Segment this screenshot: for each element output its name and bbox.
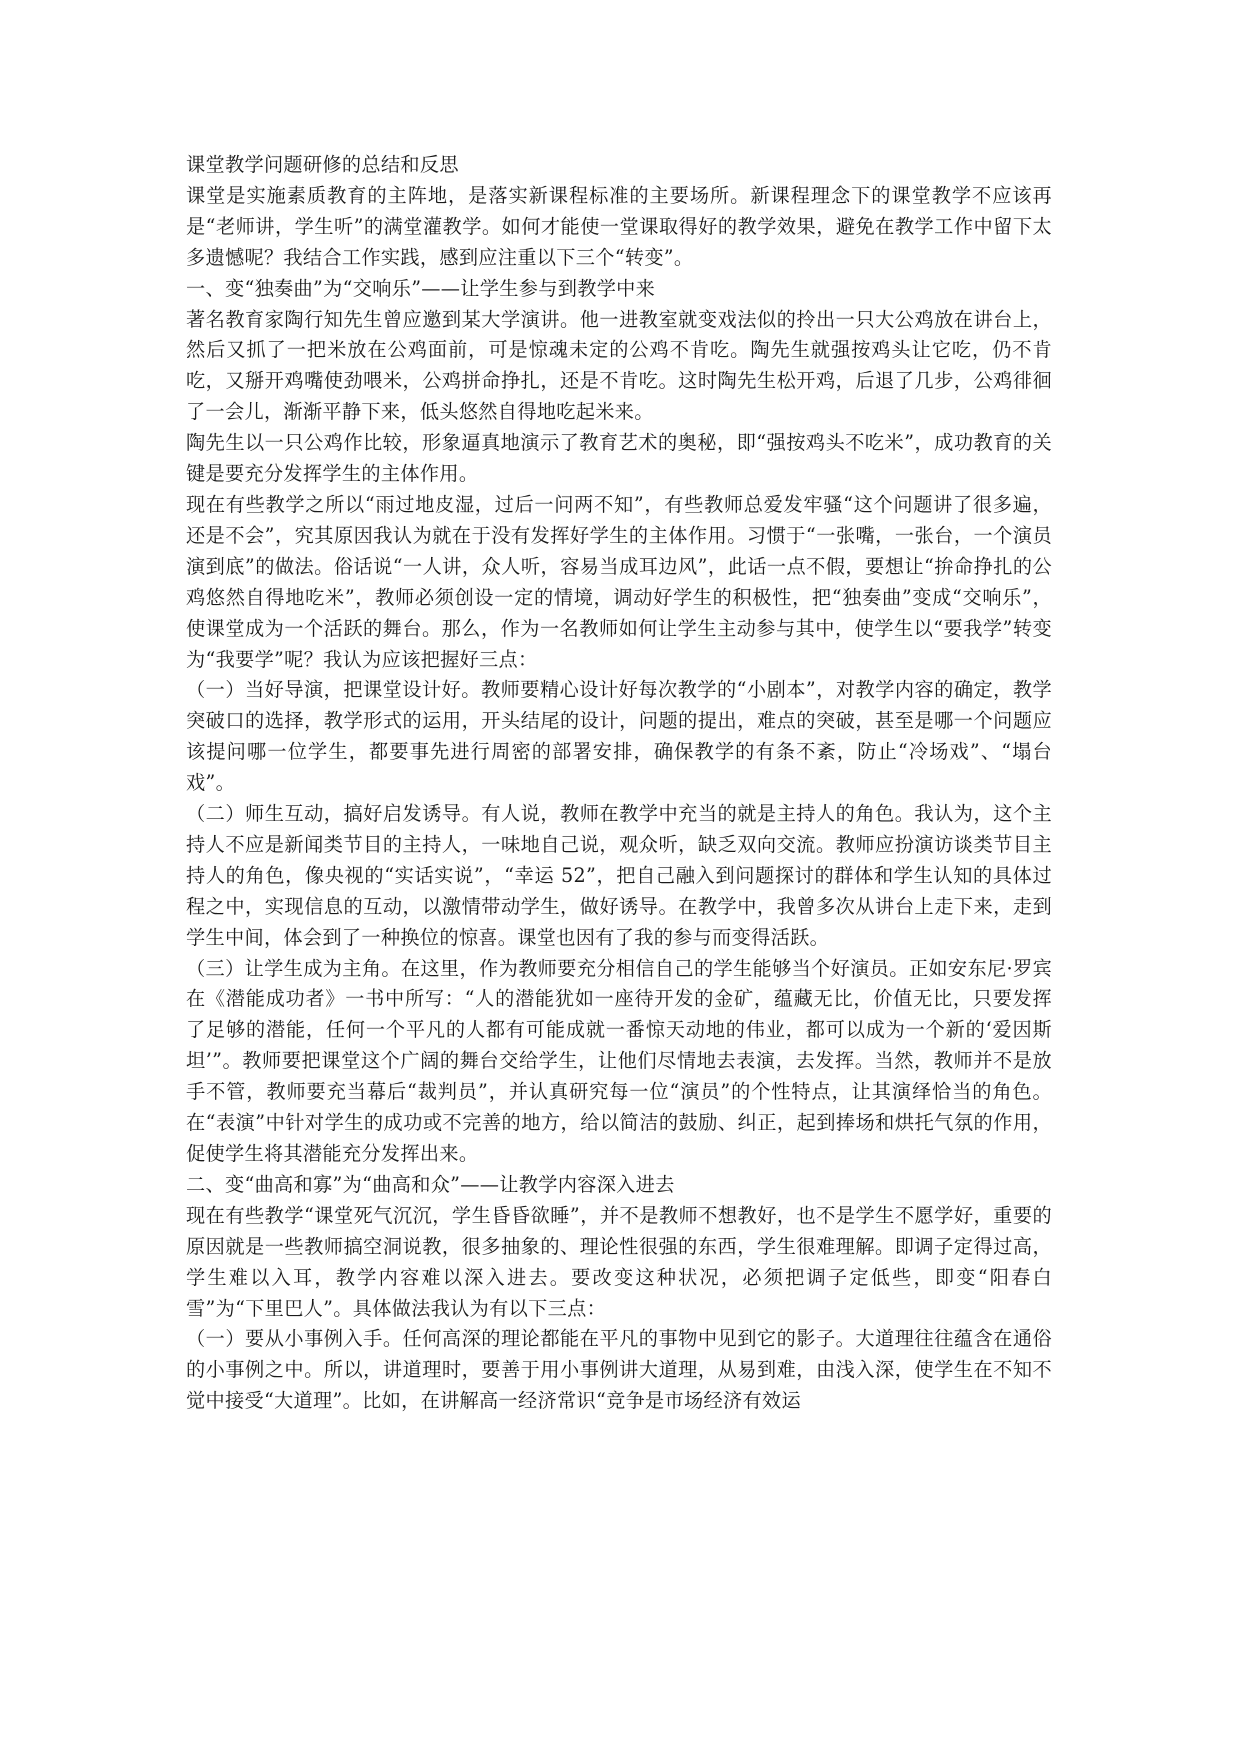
- section-2-paragraph-2: （一）要从小事例入手。任何高深的理论都能在平凡的事物中见到它的影子。大道理往往蕴含在通俗的小事例之中。所以，讲道理时，要善于用小事例讲大道理，从易到难，由浅入深，使学生在不知不觉中接受“大道理”。比如，在讲解高一经济常识“竞争是市场经济有效运: [186, 1327, 1052, 1413]
- section-1-paragraph-3: 现在有些教学之所以“雨过地皮湿，过后一问两不知”，有些教师总爱发牢骚“这个问题讲了很多遍，还是不会”，究其原因我认为就在于没有发挥好学生的主体作用。习惯于“一张嘴，一张台，一个演员演到底”的做法。俗话说“一人讲，众人听，容易当成耳边风”，此话一点不假，要想让“拚命挣扎的公鸡悠然自得地吃米”，教师必须创设一定的情境，调动好学生的积极性，把“独奏曲”变成“交响乐”，使课堂成为一个活跃的舞台。那么，作为一名教师如何让学生主动参与其中，使学生以“要我学”转变为“我要学”呢？我认为应该把握好三点：: [186, 492, 1052, 671]
- intro-paragraph: 课堂是实施素质教育的主阵地，是落实新课程标准的主要场所。新课程理念下的课堂教学不应该再是“老师讲，学生听”的满堂灌教学。如何才能使一堂课取得好的教学效果，避免在教学工作中留下太多遗憾呢？我结合工作实践，感到应注重以下三个“转变”。: [186, 183, 1052, 269]
- section-1-paragraph-4: （一）当好导演，把课堂设计好。教师要精心设计好每次教学的“小剧本”，对教学内容的确定，教学突破口的选择，教学形式的运用，开头结尾的设计，问题的提出，难点的突破，甚至是哪一个问题应该提问哪一位学生，都要事先进行周密的部署安排，确保教学的有条不紊，防止“冷场戏”、“塌台戏”。: [186, 678, 1052, 795]
- section-1-paragraph-2: 陶先生以一只公鸡作比较，形象逼真地演示了教育艺术的奥秘，即“强按鸡头不吃米”，成功教育的关键是要充分发挥学生的主体作用。: [186, 431, 1052, 486]
- section-2-heading: 二、变“曲高和寡”为“曲高和众”——让教学内容深入进去: [186, 1172, 675, 1196]
- document-page: [186, 150, 1052, 1417]
- document-title: 课堂教学问题研修的总结和反思: [186, 153, 459, 176]
- section-1-paragraph-5: （二）师生互动，搞好启发诱导。有人说，教师在教学中充当的就是主持人的角色。我认为，这个主持人不应是新闻类节目的主持人，一味地自己说，观众听，缺乏双向交流。教师应扮演访谈类节目主持人的角色，像央视的“实话实说”，“幸运 52”，把自己融入到问题探讨的群体和学生认知的具体过程之中，实现信息的互动，以激情带动学生，做好诱导。在教学中，我曾多次从讲台上走下来，走到学生中间，体会到了一种换位的惊喜。课堂也因有了我的参与而变得活跃。: [186, 802, 1052, 949]
- section-1-heading: 一、变“独奏曲”为“交响乐”——让学生参与到教学中来: [186, 276, 656, 300]
- section-1-paragraph-1: 著名教育家陶行知先生曾应邀到某大学演讲。他一进教室就变戏法似的拎出一只大公鸡放在讲台上，然后又抓了一把米放在公鸡面前，可是惊魂未定的公鸡不肯吃。陶先生就强按鸡头让它吃，仍不肯吃，又掰开鸡嘴使劲喂米，公鸡拼命挣扎，还是不肯吃。这时陶先生松开鸡，后退了几步，公鸡徘徊了一会儿，渐渐平静下来，低头悠然自得地吃起米来。: [186, 307, 1052, 424]
- section-1-paragraph-6: （三）让学生成为主角。在这里，作为教师要充分相信自己的学生能够当个好演员。正如安东尼·罗宾在《潜能成功者》一书中所写：“人的潜能犹如一座待开发的金矿，蕴藏无比，价值无比，只要发挥了足够的潜能，任何一个平凡的人都有可能成就一番惊天动地的伟业，都可以成为一个新的‘爱因斯坦’”。教师要把课堂这个广阔的舞台交给学生，让他们尽情地去表演，去发挥。当然，教师并不是放手不管，教师要充当幕后“裁判员”，并认真研究每一位“演员”的个性特点，让其演绎恰当的角色。在“表演”中针对学生的成功或不完善的地方，给以简洁的鼓励、纠正，起到捧场和烘托气氛的作用，促使学生将其潜能充分发挥出来。: [186, 956, 1052, 1165]
- section-2-paragraph-1: 现在有些教学“课堂死气沉沉，学生昏昏欲睡”，并不是教师不想教好，也不是学生不愿学好，重要的原因就是一些教师搞空洞说教，很多抽象的、理论性很强的东西，学生很难理解。即调子定得过高，学生难以入耳，教学内容难以深入进去。要改变这种状况，必须把调子定低些，即变“阳春白雪”为“下里巴人”。具体做法我认为有以下三点：: [186, 1203, 1052, 1320]
